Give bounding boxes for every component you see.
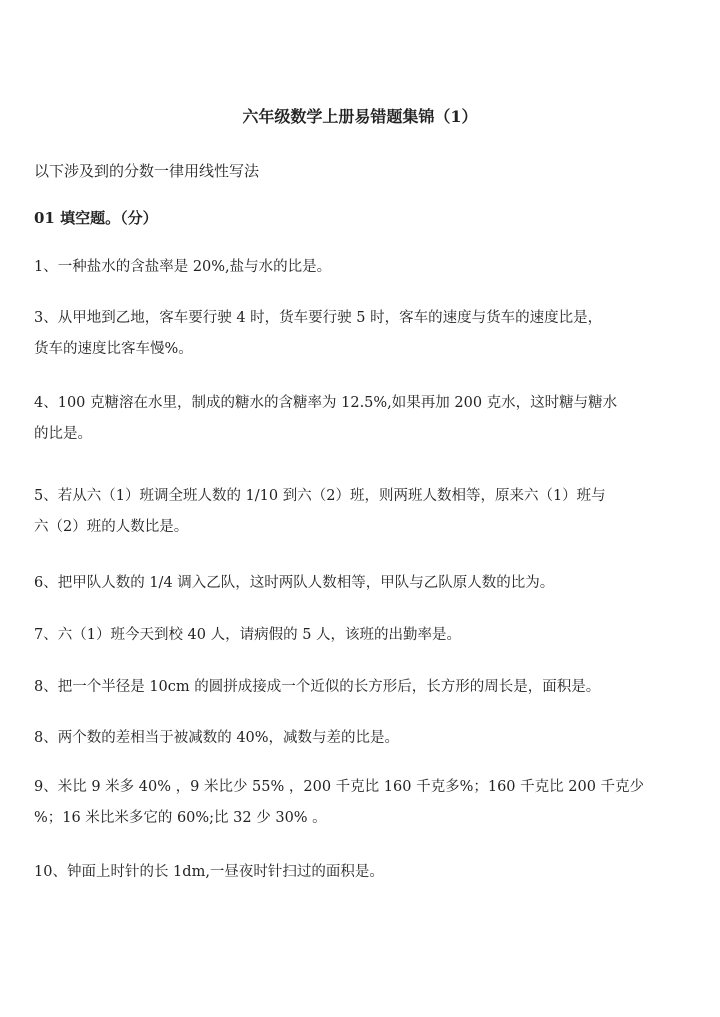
question-7	[34, 620, 686, 651]
question-6	[34, 568, 686, 599]
question-line: %；16 米比米多它的 60%;比 32 少 30% 。	[34, 810, 327, 826]
question-line: 1、一种盐水的含盐率是 20%,盐与水的比是。	[34, 259, 332, 275]
section-heading: 01 填空题。（分）	[34, 209, 158, 227]
question-line: 10、钟面上时针的长 1dm,一昼夜时针扫过的面积是。	[34, 864, 384, 880]
question-1	[34, 252, 686, 283]
question-9	[34, 772, 686, 834]
question-line: 8、把一个半径是 10cm 的圆拼成接成一个近似的长方形后，长方形的周长是，面积是。	[34, 679, 601, 695]
question-8b	[34, 723, 686, 754]
question-10	[34, 857, 686, 888]
question-line: 的比是。	[34, 426, 92, 442]
question-line: 7、六（1）班今天到校 40 人，请病假的 5 人，该班的出勤率是。	[34, 627, 462, 643]
question-4	[34, 388, 686, 450]
instruction-note: 以下涉及到的分数一律用线性写法	[34, 162, 260, 180]
question-line: 6、把甲队人数的 1/4 调入乙队，这时两队人数相等，甲队与乙队原人数的比为。	[34, 575, 555, 591]
question-line: 4、100 克糖溶在水里，制成的糖水的含糖率为 12.5%,如果再加 200 克水，这时糖与糖水	[34, 395, 618, 411]
question-line: 六（2）班的人数比是。	[34, 519, 189, 535]
question-line: 5、若从六（1）班调全班人数的 1/10 到六（2）班，则两班人数相等，原来六（1）班与	[34, 488, 606, 504]
question-line: 货车的速度比客车慢%。	[34, 341, 193, 357]
question-line: 3、从甲地到乙地，客车要行驶 4 时，货车要行驶 5 时，客车的速度与货车的速度比是，	[34, 310, 603, 326]
question-8a	[34, 672, 686, 703]
question-3	[34, 303, 686, 365]
question-5	[34, 481, 686, 543]
question-line: 9、米比 9 米多 40% ，9 米比少 55% ，200 千克比 160 千克多%；160 千克比 200 千克少	[34, 779, 645, 795]
question-line: 8、两个数的差相当于被减数的 40%，减数与差的比是。	[34, 730, 400, 746]
document-title: 六年级数学上册易错题集锦（1）	[242, 107, 478, 126]
